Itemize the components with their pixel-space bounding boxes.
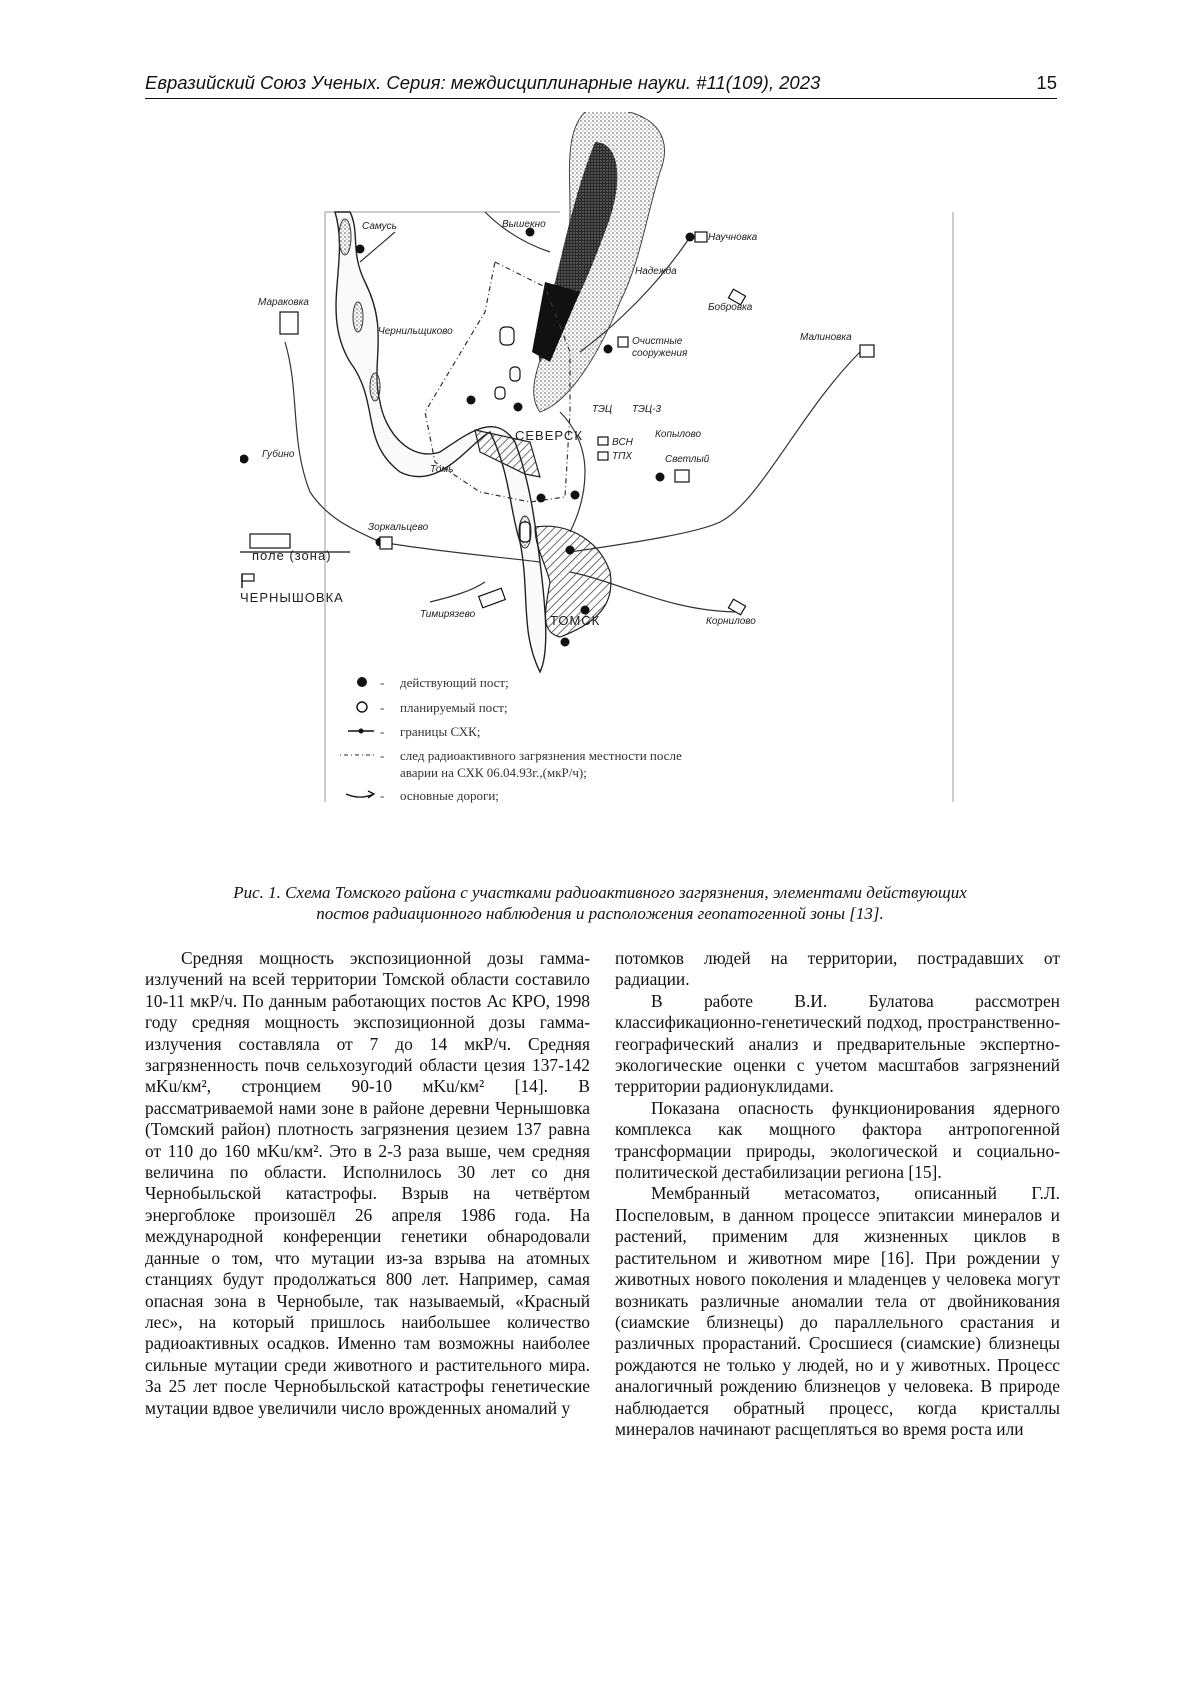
planned-post — [520, 522, 530, 542]
label-bobrovka: Бобровка — [708, 302, 753, 313]
paragraph: Мембранный метасоматоз, описанный Г.Л. Поспеловым, в данном процессе эпитаксии минералов и растений, применим для жизненных циклов в растительном и животном мире [16]. При рождении у животных нового поколения и младенцев у человека могут возникать различные аномалии тела от двойникования (сиамские близнецы) до параллельного срастания и различных прорастаний. Сросшиеся (сиамские) близнецы рождаются не только у людей, но и у животных. Процесс аналогичный рождению близнецов у человека. В природе наблюдается обратный процесс, когда кристаллы минералов начинают расщепляться во время роста или — [615, 1183, 1060, 1439]
paragraph: потомков людей на территории, пострадавших от радиации. — [615, 948, 1060, 990]
label-sooruzheniya: сооружения — [632, 348, 688, 359]
body-column-left — [145, 948, 590, 1419]
planned-post — [479, 588, 506, 607]
legend-boundary-text: границы СХК; — [400, 724, 481, 739]
page-number: 15 — [1036, 72, 1057, 93]
label-ochistnye: Очистные — [632, 336, 683, 347]
legend-road-text: основные дороги; — [400, 788, 499, 803]
planned-post — [860, 345, 874, 357]
label-kornilovo: Корнилово — [706, 616, 756, 627]
figure-caption — [150, 882, 1050, 924]
planned-post — [598, 437, 608, 445]
label-nadezhda: Надежда — [635, 266, 677, 277]
active-post — [514, 403, 523, 412]
planned-post — [280, 312, 298, 334]
paragraph: В работе В.И. Булатова рассмотрен классификационно-генетический подход, пространственно-географический анализ и предварительные экспертно-экологические оценки с учетом масштабов загрязнений территории радионуклидами. — [615, 990, 1060, 1097]
legend-planned-symbol — [357, 702, 367, 712]
legend-dash: - — [380, 724, 385, 739]
body-column-right — [615, 948, 1060, 1440]
map-legend — [340, 675, 682, 803]
road — [430, 582, 485, 602]
paragraph: Средняя мощность экспозиционной дозы гамма-излучений на всей территории Томской области составило 10-11 мкР/ч. По данным работающих постов Ас КРО, 1998 году средняя мощность экспозиционной дозы гамма-излучения составляла от 7 до 14 мкР/ч. Средняя загрязненность почв сельхозугодий области цезия 137-142 мKu/км², стронцием 90-10 мKu/км² [14]. В рассматриваемой нами зоне в районе деревни Чернышовка (Томский район) плотность загрязнения цезием 137 равна от 110 до 160 мKu/км². Это в 2-3 раза выше, чем средняя величина по области. Исполнилось 30 лет со дня Чернобыльской катастрофы. Взрыв на четвёртом энергоблоке произошёл 26 апреля 1986 года. На международной конференции генетики обнародовали данные о том, что мутации из-за взрыва на атомных станциях будут продолжаться 800 лет. Например, самая опасная зона в Чернобыле, так называемый, «Красный лес», на который пришлось наибольшее количество радиоактивных осадков. Именно там возможны наиболее сильные мутации среди животного и растительного мира. За 25 лет после Чернобыльской катастрофы генетические мутации вдвое увеличили число врожденных аномалий у — [145, 948, 590, 1418]
planned-post — [598, 452, 608, 460]
active-post — [561, 638, 570, 647]
planned-post — [618, 337, 628, 347]
road — [485, 212, 550, 252]
label-nauchovka: Научновка — [708, 232, 758, 243]
figure-map — [240, 112, 960, 882]
planned-post — [695, 232, 707, 242]
road — [360, 232, 395, 262]
legend-dash: - — [380, 748, 385, 763]
label-zorkaltsevo: Зоркальцево — [368, 522, 429, 533]
label-tomsk: ТОМСК — [550, 613, 601, 628]
legend-dash: - — [380, 700, 385, 715]
legend-boundary-dot — [359, 729, 364, 734]
caption-line: постов радиационного наблюдения и расположения геопатогенной зоны [13]. — [316, 904, 884, 923]
label-tpkh: ТПХ — [612, 451, 633, 462]
label-pole-zona: поле (зона) — [252, 548, 332, 563]
label-kopylovo: Копылово — [655, 429, 702, 440]
legend-road-symbol — [346, 791, 374, 798]
legend-trace-text-2: аварии на СХК 06.04.93г.,(мкР/ч); — [400, 765, 587, 780]
planned-post — [728, 599, 745, 615]
label-tets: ТЭЦ — [592, 404, 613, 415]
active-post — [604, 345, 613, 354]
label-chernyshovka: ЧЕРНЫШОВКА — [240, 590, 344, 605]
legend-trace-text: след радиоактивного загрязнения местности после — [400, 748, 682, 763]
label-svetly: Светлый — [665, 454, 710, 465]
active-post — [566, 546, 575, 555]
field-zone-mark — [250, 534, 290, 548]
active-post — [356, 245, 365, 254]
river-island — [353, 302, 363, 332]
label-vysheno: Вышекно — [502, 219, 546, 230]
active-post — [571, 491, 580, 500]
paragraph: Показана опасность функционирования ядерного комплекса как мощного фактора антропогенной трансформации природы, экологической и социально-политической дестабилизации региона [15]. — [615, 1097, 1060, 1183]
planned-post — [675, 470, 689, 482]
river-island — [370, 373, 380, 401]
legend-dash: - — [380, 788, 385, 803]
journal-title: Евразийский Союз Ученых. Серия: междисциплинарные науки. #11(109), 2023 — [145, 72, 821, 93]
active-post — [686, 233, 695, 242]
label-tets3: ТЭЦ-3 — [632, 404, 662, 415]
active-post — [537, 494, 546, 503]
chernyshovka-flag — [242, 574, 254, 581]
planned-post — [495, 387, 505, 399]
river-island — [339, 219, 351, 255]
planned-post — [500, 327, 514, 345]
planned-post — [380, 537, 392, 549]
label-vsn: ВСН — [612, 437, 633, 448]
label-timiryazevo: Тимирязево — [420, 609, 476, 620]
label-malinovka: Малиновка — [800, 332, 852, 343]
legend-active-text: действующий пост; — [400, 675, 509, 690]
caption-line: Рис. 1. Схема Томского района с участками радиоактивного загрязнения, элементами действующих — [233, 883, 967, 902]
legend-active-symbol — [357, 677, 367, 687]
map-svg — [240, 112, 960, 882]
label-gubino: Губино — [262, 449, 295, 460]
active-post — [656, 473, 665, 482]
label-tom: Томь — [430, 464, 454, 475]
running-head — [145, 72, 1057, 99]
active-post — [240, 455, 249, 464]
active-post — [467, 396, 476, 405]
legend-planned-text: планируемый пост; — [400, 700, 508, 715]
planned-post — [510, 367, 520, 381]
label-samus: Самусь — [362, 221, 397, 232]
road — [380, 542, 540, 562]
label-marakovka: Мараковка — [258, 297, 309, 308]
legend-dash: - — [380, 675, 385, 690]
label-chernilshchikovo: Чернильщиково — [378, 326, 453, 337]
label-seversk: СЕВЕРСК — [515, 428, 583, 443]
